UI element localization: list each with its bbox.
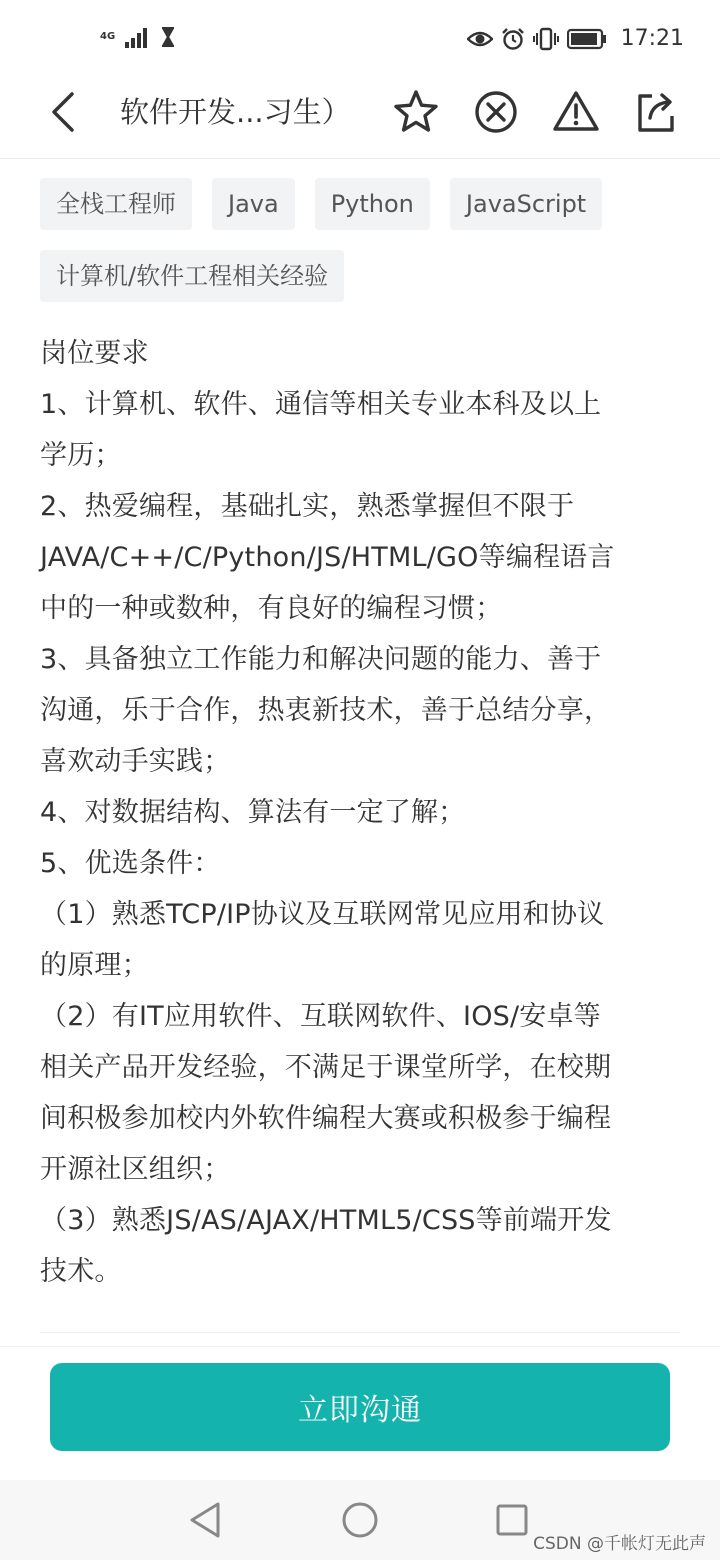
top-nav-bar xyxy=(0,72,720,159)
bottom-action-bar xyxy=(0,1346,720,1481)
report-button[interactable] xyxy=(552,88,600,136)
job-content xyxy=(40,178,680,1297)
page-title: 软件开发...习生） xyxy=(120,95,351,129)
share-button[interactable] xyxy=(632,88,680,136)
hourglass-icon xyxy=(161,27,175,47)
description-line: 技术。 xyxy=(40,1256,122,1287)
description-line: 5、优选条件： xyxy=(40,848,221,879)
status-bar-right xyxy=(467,26,684,51)
description-line: 学历； xyxy=(40,440,122,471)
description-line: 相关产品开发经验，不满足于课堂所学，在校期 xyxy=(40,1052,612,1083)
favorite-button[interactable] xyxy=(392,88,440,136)
description-line: （1）熟悉TCP/IP协议及互联网常见应用和协议 xyxy=(40,899,605,930)
system-nav-bar xyxy=(0,1480,720,1560)
square-recents-icon xyxy=(492,1500,532,1540)
clock: 17:21 xyxy=(620,26,684,51)
description-line: 4、对数据结构、算法有一定了解； xyxy=(40,797,466,828)
description-line: 开源社区组织； xyxy=(40,1154,231,1185)
chevron-left-icon xyxy=(40,88,88,136)
alarm-icon xyxy=(501,27,525,51)
nav-back-button[interactable] xyxy=(186,1500,226,1540)
description-line: 3、具备独立工作能力和解决问题的能力、善于 xyxy=(40,644,602,675)
description-line: 间积极参加校内外软件编程大赛或积极参于编程 xyxy=(40,1103,612,1134)
skill-tags xyxy=(40,178,680,302)
nav-recents-button[interactable] xyxy=(492,1500,532,1540)
back-button[interactable] xyxy=(40,88,88,136)
description-line: 沟通，乐于合作，热衷新技术，善于总结分享， xyxy=(40,695,612,726)
star-icon xyxy=(392,88,440,136)
eye-icon xyxy=(467,28,493,50)
chat-now-button[interactable]: 立即沟通 xyxy=(50,1363,670,1451)
description-line: （3）熟悉JS/AS/AJAX/HTML5/CSS等前端开发 xyxy=(40,1205,612,1236)
skill-tag: 计算机/软件工程相关经验 xyxy=(40,250,344,302)
status-bar-left xyxy=(100,26,175,48)
description-heading: 岗位要求 xyxy=(40,338,149,369)
description-line: JAVA/C++/C/Python/JS/HTML/GO等编程语言 xyxy=(40,542,615,573)
skill-tag: Java xyxy=(212,178,295,230)
triangle-back-icon xyxy=(186,1500,226,1540)
description-line: 喜欢动手实践； xyxy=(40,746,231,777)
not-interested-button[interactable] xyxy=(472,88,520,136)
vibrate-icon xyxy=(533,27,559,51)
description-line: 2、热爱编程，基础扎实，熟悉掌握但不限于 xyxy=(40,491,575,522)
skill-tag: 全栈工程师 xyxy=(40,178,192,230)
watermark: CSDN @千帐灯无此声 xyxy=(533,1534,706,1554)
description-line: （2）有IT应用软件、互联网软件、IOS/安卓等 xyxy=(40,1001,601,1032)
skill-tag: Python xyxy=(315,178,430,230)
description-line: 1、计算机、软件、通信等相关专业本科及以上 xyxy=(40,389,602,420)
network-type-label: 4G xyxy=(100,31,116,42)
warning-icon xyxy=(552,88,600,136)
skill-tag: JavaScript xyxy=(450,178,602,230)
battery-icon xyxy=(567,28,607,50)
description-line: 中的一种或数种，有良好的编程习惯； xyxy=(40,593,503,624)
nav-home-button[interactable] xyxy=(340,1500,380,1540)
description-line: 的原理； xyxy=(40,950,149,981)
signal-icon xyxy=(125,26,151,48)
content-divider xyxy=(40,1332,680,1333)
job-description xyxy=(40,328,680,1297)
close-circle-icon xyxy=(472,88,520,136)
share-icon xyxy=(632,88,680,136)
circle-home-icon xyxy=(340,1500,380,1540)
